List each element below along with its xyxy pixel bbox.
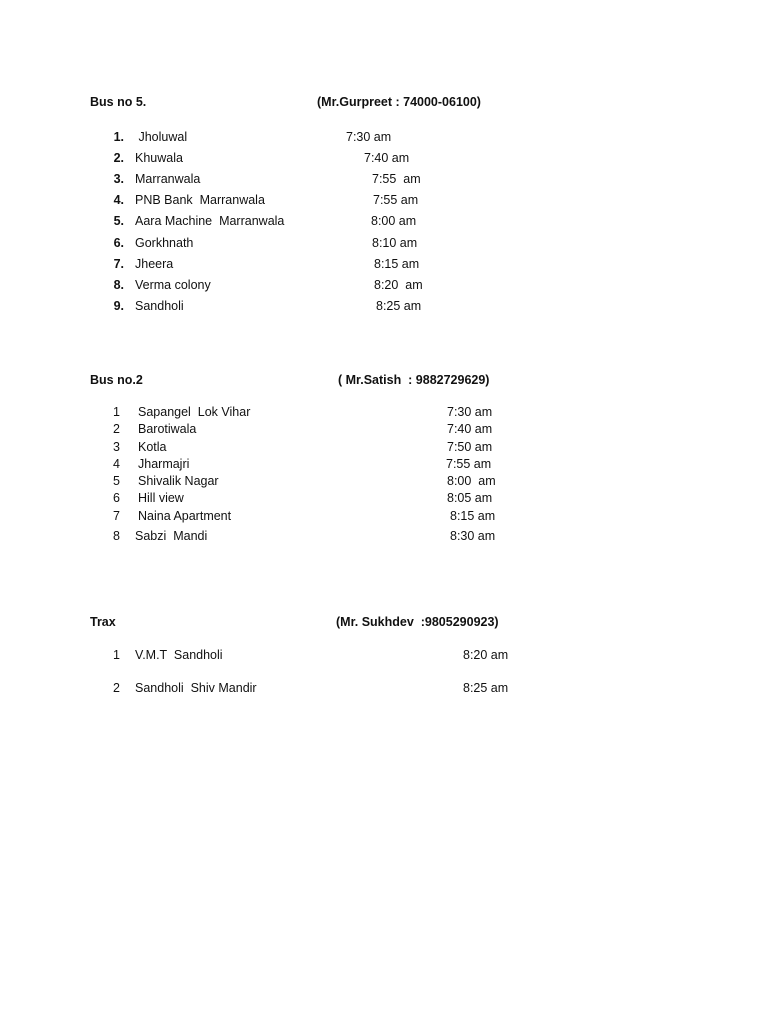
stop-name: Hill view <box>138 491 184 505</box>
stop-time: 8:30 am <box>450 529 496 543</box>
stop-number: 7. <box>113 257 124 271</box>
stop-name: Sapangel Lok Vihar <box>138 405 251 419</box>
section-title: Bus no.2 <box>90 373 143 387</box>
stop-time: 7:50 am <box>447 440 493 454</box>
stop-time: 8:25 am <box>376 299 422 313</box>
section-title: Trax <box>90 615 116 629</box>
stop-name: Jheera <box>135 257 174 271</box>
stop-number: 4. <box>113 193 124 207</box>
stop-number: 9. <box>113 299 124 313</box>
stop-name: V.M.T Sandholi <box>135 648 223 662</box>
stop-name: PNB Bank Marranwala <box>135 193 265 207</box>
stop-name: Naina Apartment <box>138 509 232 523</box>
stop-time: 8:15 am <box>374 257 420 271</box>
stop-time: 7:55 am <box>446 457 492 471</box>
stop-time: 8:20 am <box>463 648 509 662</box>
stop-name: Barotiwala <box>138 422 197 436</box>
stop-number: 4 <box>113 457 120 471</box>
stop-number: 6 <box>113 491 120 505</box>
stop-number: 6. <box>113 236 124 250</box>
stop-number: 7 <box>113 509 120 523</box>
stop-number: 1. <box>113 130 124 144</box>
stop-number: 3. <box>113 172 124 186</box>
stop-time: 7:55 am <box>372 172 421 186</box>
stop-time: 7:40 am <box>447 422 493 436</box>
stop-number: 5 <box>113 474 120 488</box>
stop-name: Sandholi Shiv Mandir <box>135 681 257 695</box>
stop-time: 7:30 am <box>447 405 493 419</box>
stop-number: 2 <box>113 681 120 695</box>
stop-name: Shivalik Nagar <box>138 474 219 488</box>
stop-name: Sandholi <box>135 299 184 313</box>
stop-number: 5. <box>113 214 124 228</box>
stop-name: Gorkhnath <box>135 236 194 250</box>
stop-name: Marranwala <box>135 172 201 186</box>
stop-name: Jholuwal <box>135 130 188 144</box>
stop-number: 1 <box>113 648 120 662</box>
section-title: Bus no 5. <box>90 95 147 109</box>
stop-number: 8. <box>113 278 124 292</box>
driver-contact: (Mr.Gurpreet : 74000-06100) <box>317 95 481 109</box>
stop-name: Jharmajri <box>138 457 190 471</box>
stop-time: 8:00 am <box>447 474 496 488</box>
stop-time: 8:25 am <box>463 681 509 695</box>
stop-number: 2 <box>113 422 120 436</box>
stop-time: 8:20 am <box>374 278 423 292</box>
stop-number: 8 <box>113 529 120 543</box>
stop-name: Kotla <box>138 440 167 454</box>
driver-contact: (Mr. Sukhdev :9805290923) <box>336 615 499 629</box>
stop-time: 7:40 am <box>364 151 410 165</box>
stop-name: Verma colony <box>135 278 211 292</box>
stop-time: 8:00 am <box>371 214 417 228</box>
stop-name: Aara Machine Marranwala <box>135 214 285 228</box>
stop-time: 8:15 am <box>450 509 496 523</box>
stop-time: 7:30 am <box>346 130 392 144</box>
stop-name: Khuwala <box>135 151 183 165</box>
stop-time: 8:05 am <box>447 491 493 505</box>
stop-number: 2. <box>113 151 124 165</box>
stop-time: 7:55 am <box>373 193 419 207</box>
stop-time: 8:10 am <box>372 236 418 250</box>
stop-number: 3 <box>113 440 120 454</box>
stop-name: Sabzi Mandi <box>135 529 208 543</box>
stop-number: 1 <box>113 405 120 419</box>
driver-contact: ( Mr.Satish : 9882729629) <box>338 373 490 387</box>
